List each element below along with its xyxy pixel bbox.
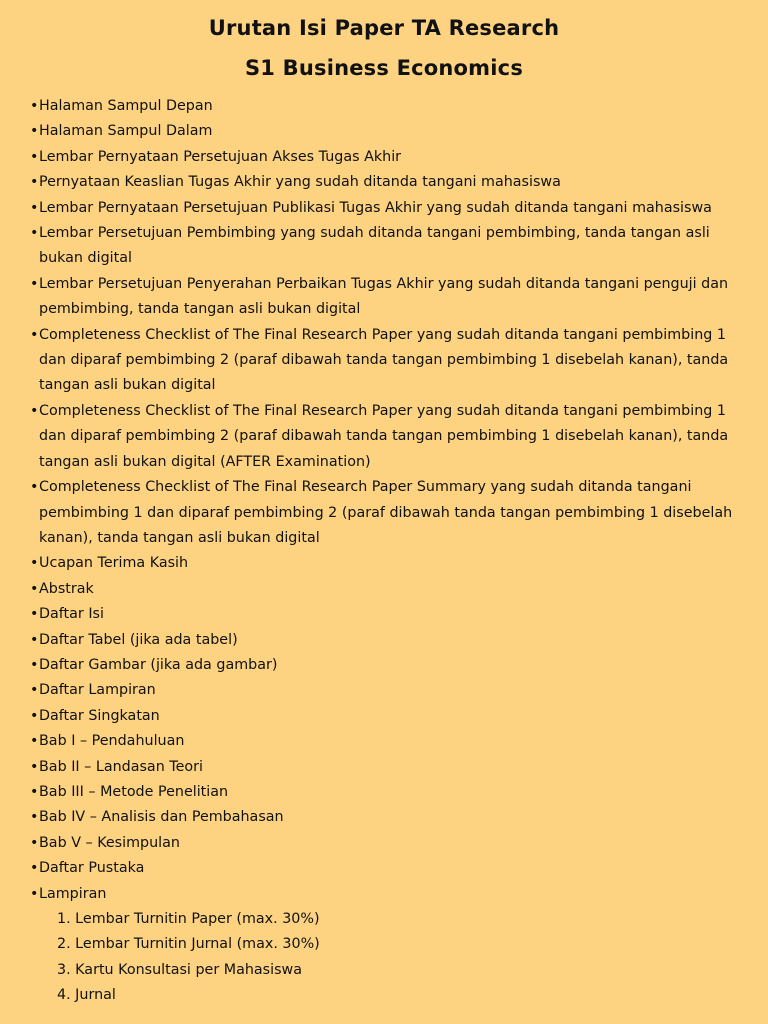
sublist-item: 3. Kartu Konsultasi per Mahasiswa	[57, 961, 302, 978]
sublist-item: 4. Jurnal	[57, 987, 116, 1004]
bullet: •	[30, 834, 39, 851]
bullet: •	[30, 580, 39, 597]
bullet: •	[30, 758, 39, 775]
list-item	[30, 704, 738, 729]
list-item-text: Daftar Pustaka	[39, 860, 145, 877]
list-item	[30, 755, 738, 780]
list-item-text: Completeness Checklist of The Final Research Paper Summary yang sudah ditanda tangani pembimbing 1 dan diparaf pembimbing 2 (paraf dibawah tanda tangan pembimbing 1 disebelah kanan), tanda tangan asli bukan digital	[39, 479, 733, 546]
list-item	[30, 577, 738, 602]
bullet: •	[30, 783, 39, 800]
bullet: •	[30, 225, 39, 242]
list-item-text: Halaman Sampul Dalam	[39, 123, 213, 140]
bullet: •	[30, 98, 39, 114]
list-item	[30, 805, 738, 830]
list-item	[30, 653, 738, 678]
list-item	[30, 551, 738, 576]
list-item-text: Pernyataan Keaslian Tugas Akhir yang sudah ditanda tangani mahasiswa	[39, 174, 561, 191]
list-item-text: Ucapan Terima Kasih	[39, 555, 189, 572]
list-item	[30, 399, 738, 475]
list-item-text: Completeness Checklist of The Final Research Paper yang sudah ditanda tangani pembimbing 1 dan diparaf pembimbing 2 (paraf dibawah tanda tangan pembimbing 1 disebelah kanan), tanda tangan asli bukan digital (AFTER Examination)	[39, 402, 729, 470]
list-item-text: Lampiran	[39, 885, 107, 902]
bullet: •	[30, 682, 39, 699]
list-item-text: Lembar Persetujuan Penyerahan Perbaikan Tugas Akhir yang sudah ditanda tangani penguji dan pembimbing, tanda tangan asli bukan digital	[39, 275, 729, 318]
list-item-text: Daftar Singkatan	[39, 707, 160, 724]
bullet: •	[30, 555, 39, 572]
bullet: •	[30, 174, 39, 191]
list-item	[30, 272, 738, 323]
list-item	[30, 475, 738, 551]
list-item	[30, 780, 738, 805]
list-item	[30, 145, 738, 170]
list-item-text: Bab III – Metode Penelitian	[39, 783, 229, 800]
list-item	[30, 94, 738, 119]
list-item-text: Lembar Persetujuan Pembimbing yang sudah ditanda tangani pembimbing, tanda tangan asli bukan digital	[39, 225, 710, 267]
bullet: •	[30, 860, 39, 877]
list-item	[30, 170, 738, 195]
content-order-list	[0, 94, 768, 1009]
list-item	[30, 323, 738, 399]
list-item	[30, 119, 738, 144]
title-line-1: Urutan Isi Paper TA Research	[208, 16, 560, 40]
list-item	[30, 882, 738, 1009]
sublist-item: 2. Lembar Turnitin Jurnal (max. 30%)	[57, 936, 320, 953]
bullet: •	[30, 326, 39, 343]
list-item-text: Completeness Checklist of The Final Research Paper yang sudah ditanda tangani pembimbing 1 dan diparaf pembimbing 2 (paraf dibawah tanda tangan pembimbing 1 disebelah kanan), tanda tangan asli bukan digital	[39, 326, 729, 394]
sublist-item: 1. Lembar Turnitin Paper (max. 30%)	[57, 911, 320, 927]
list-item-text: Lembar Pernyataan Persetujuan Akses Tugas Akhir	[39, 148, 402, 165]
bullet: •	[30, 631, 39, 648]
bullet: •	[30, 148, 39, 165]
bullet: •	[30, 275, 39, 292]
list-item-text: Daftar Isi	[39, 606, 104, 623]
bullet: •	[30, 606, 39, 623]
list-item	[30, 831, 738, 856]
bullet: •	[30, 199, 39, 216]
list-item-text: Daftar Lampiran	[39, 682, 156, 699]
list-item-text: Bab II – Landasan Teori	[39, 758, 203, 775]
list-item-text: Bab I – Pendahuluan	[39, 733, 185, 750]
bullet: •	[30, 885, 39, 902]
list-item-text: Daftar Gambar (jika ada gambar)	[39, 656, 278, 673]
list-item-text: Halaman Sampul Depan	[39, 98, 213, 114]
list-item	[30, 678, 738, 703]
title-line-2: S1 Business Economics	[244, 56, 524, 80]
list-item	[30, 729, 738, 754]
bullet: •	[30, 733, 39, 750]
bullet: •	[30, 656, 39, 673]
list-item-text: Bab IV – Analisis dan Pembahasan	[39, 809, 284, 826]
list-item	[30, 628, 738, 653]
list-item	[30, 602, 738, 627]
bullet: •	[30, 402, 39, 419]
list-item-text: Lembar Pernyataan Persetujuan Publikasi Tugas Akhir yang sudah ditanda tangani mahasiswa	[39, 199, 712, 216]
list-item	[30, 196, 738, 221]
lampiran-sublist	[39, 907, 738, 1009]
list-item-text: Daftar Tabel (jika ada tabel)	[39, 631, 238, 648]
list-item	[30, 221, 738, 272]
bullet: •	[30, 479, 39, 496]
bullet: •	[30, 809, 39, 826]
list-item	[30, 856, 738, 881]
list-item-text: Abstrak	[39, 580, 94, 597]
bullet: •	[30, 707, 39, 724]
bullet: •	[30, 123, 39, 140]
list-item-text: Bab V – Kesimpulan	[39, 834, 180, 851]
